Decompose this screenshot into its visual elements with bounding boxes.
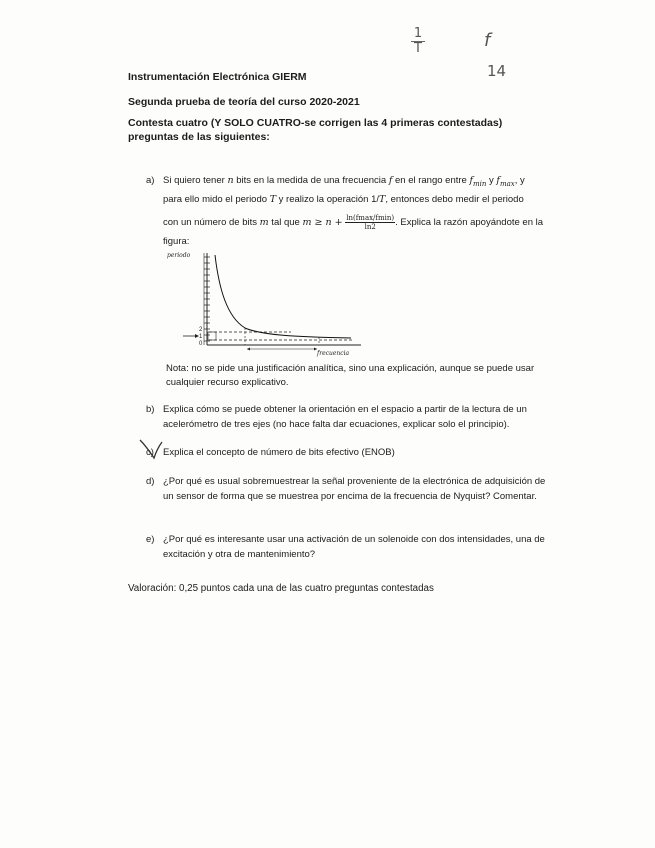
handwritten-fraction	[410, 27, 426, 55]
question-e: e) ¿Por qué es interesante usar una activación de un solenoide con dos intensidades, una de excitación y otra de mantenimiento?	[163, 533, 553, 562]
instructions: Contesta cuatro (Y SOLO CUATRO-se corrigen las 4 primeras contestadas) preguntas de las siguientes:	[128, 117, 503, 143]
question-b-text: Explica cómo se puede obtener la orientación en el espacio a partir de la lectura de un acelerómetro de tres ejes (no hace falta dar ecuaciones, explicar solo el principio).	[163, 404, 527, 430]
range-arrow-left	[247, 348, 250, 351]
question-a-line1: Si quiero tener n bits en la medida de una frecuencia f en el rango entre $f_{min}$ y $f_{max}$, y	[163, 175, 525, 188]
question-d-text: ¿Por qué es usual sobremuestrear la señal proveniente de la electrónica de adquisición de un sensor de forma que se muestrea por encima de la frecuencia de Nyquist? Comentar.	[163, 476, 546, 502]
handwritten-check-mark	[138, 436, 164, 462]
course-title: Instrumentación Electrónica GIERM	[128, 71, 307, 83]
y-axis-label: periodo	[167, 252, 191, 259]
question-a-letter: a)	[146, 175, 155, 186]
handwritten-14: 14	[487, 62, 507, 80]
question-a-line3: con un número de bits m tal que m ≥ n + $\frac{\ln(fmax/fmin)}{\ln 2}$ . Explica la razón apoyándote en la	[163, 213, 544, 231]
x-axis-label: frecuencia	[317, 350, 350, 357]
period-frequency-figure	[165, 249, 365, 359]
grading-note: Valoración: 0,25 puntos cada una de las cuatro preguntas contestadas	[128, 583, 434, 594]
question-a-line2: para ello mido el periodo T y realizo la operación 1/T, entonces debo medir el periodo	[163, 194, 524, 206]
question-a	[146, 174, 563, 249]
question-d: d) ¿Por qué es usual sobremuestrear la señal proveniente de la electrónica de adquisición de un sensor de forma que se muestrea por encima de la frecuencia de Nyquist? Comentar.	[163, 475, 553, 504]
tick-label-1: 1	[199, 334, 203, 340]
handwritten-denominator: T	[414, 41, 422, 56]
question-b: b) Explica cómo se puede obtener la orientación en el espacio a partir de la lectura de un acelerómetro de tres ejes (no hace falta dar ecuaciones, explicar solo el principio).	[163, 403, 553, 432]
handwritten-f: f	[484, 30, 491, 51]
period-curve	[215, 255, 351, 338]
level-box	[208, 332, 216, 340]
question-e-text: ¿Por qué es interesante usar una activación de un solenoide con dos intensidades, una de excitación y otra de mantenimiento?	[163, 534, 545, 560]
question-a-line4: figura:	[163, 235, 190, 247]
exam-title: Segunda prueba de teoría del curso 2020-2021	[128, 96, 360, 108]
formula-fraction: $\frac{\ln(fmax/fmin)}{\ln 2}$	[346, 213, 395, 231]
figure-note: Nota: no se pide una justificación analítica, sino una explicación, aunque se puede usar cualquier recurso explicativo.	[166, 363, 535, 388]
tick-label-2: 2	[199, 327, 203, 333]
question-c: c) Explica el concepto de número de bits efectivo (ENOB)	[163, 446, 553, 461]
question-c-text: Explica el concepto de número de bits efectivo (ENOB)	[163, 447, 395, 458]
tick-label-0: 0	[199, 341, 203, 347]
handwritten-numerator: 1	[413, 26, 423, 41]
